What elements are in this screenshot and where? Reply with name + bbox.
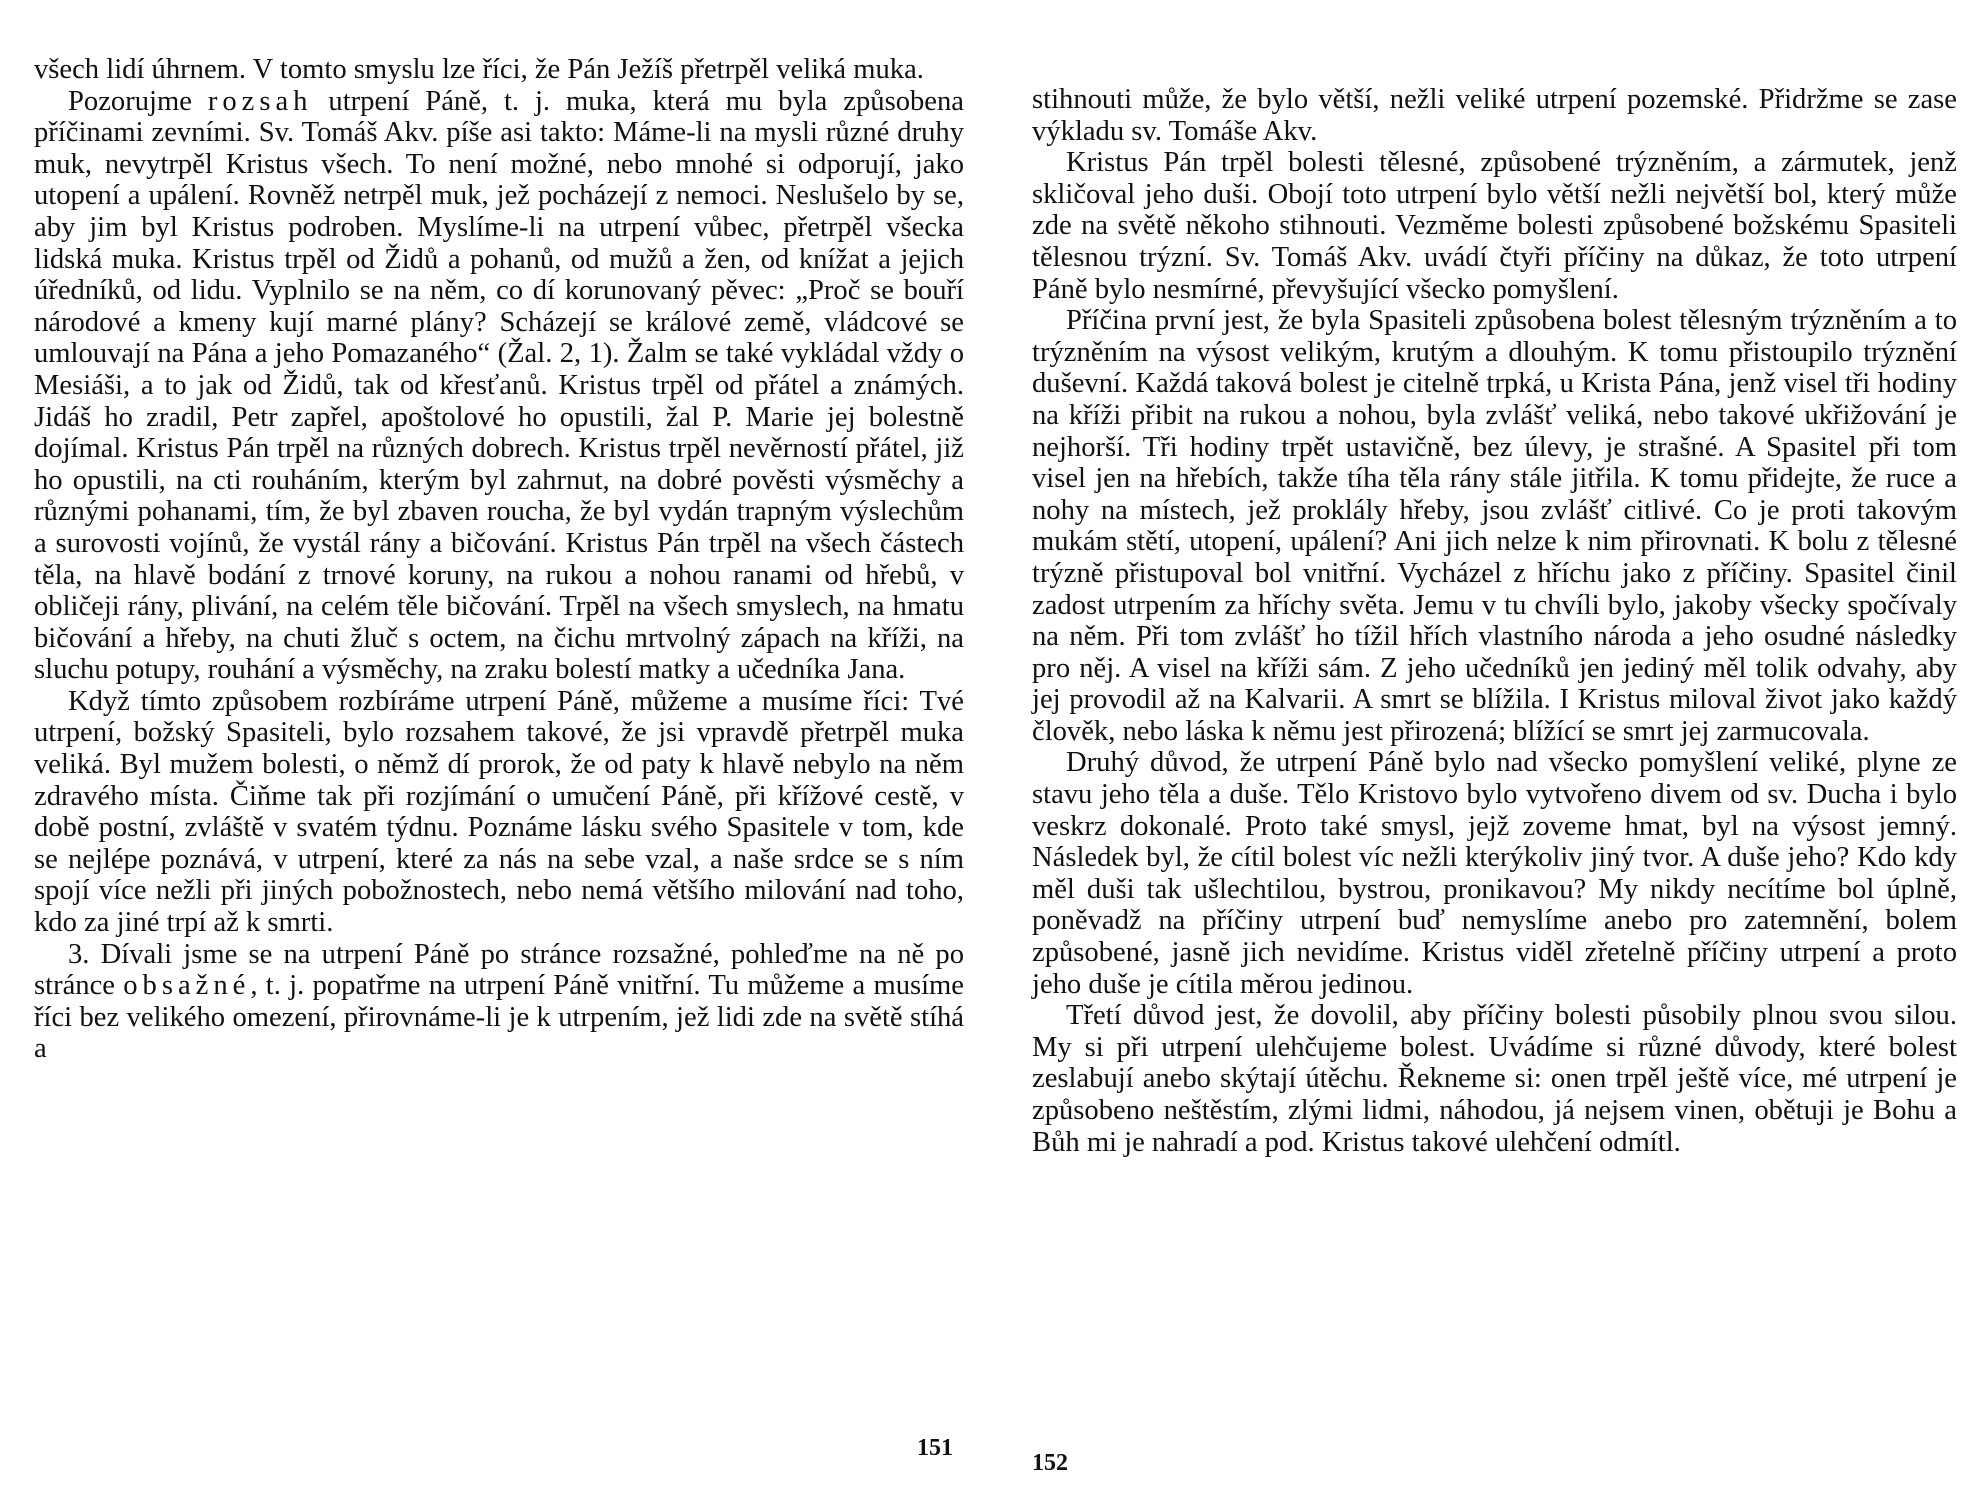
left-page-text xyxy=(34,54,964,1065)
left-paragraph-2-body: utrpení Páně, t. j. muka, která mu byla způsobena příčinami zevními. Sv. Tomáš Akv. píše asi takto: Máme-li na mysli různé druhy muk, nevytrpěl Kristus všech. To není možné, nebo mnohé si odporují, jako utopení a upálení. Rovněž netrpěl muk, jež pocházejí z nemoci. Neslušelo by se, aby jim byl Kristus podroben. Myslíme-li na utrpení vůbec, přetrpěl všecka lidská muka. Kristus trpěl od Židů a pohanů, od mužů a žen, od knížat a jejich úředníků, od lidu. Vyplnilo se na něm, co dí korunovaný pěvec: „Proč se bouří národové a kmeny kují marné plány? Scházejí se králové země, vládcové se umlouvají na Pána a jeho Pomazaného“ (Žal. 2, 1). Žalm se také vykládal vždy o Mesiáši, a to jak od Židů, tak od křesťanů. Kristus trpěl od přátel a známých. Jidáš ho zradil, Petr zapřel, apoštolové ho opustili, žal P. Marie jej bolestně dojímal. Kristus Pán trpěl na různých dobrech. Kristus trpěl nevěrností přátel, již ho opustili, na cti rouháním, kterým byl zahrnut, na dobré pověsti výsměchy a různými pohanami, tím, že byl zbaven roucha, že byl vydán trapným výslechům a surovosti vojínů, že vystál rány a bičování. Kristus Pán trpěl na všech částech těla, na hlavě bodání z trnové koruny, na rukou a nohou ranami od hřebů, v obličeji rány, plivání, na celém těle bičování. Trpěl na všech smyslech, na hmatu bičování a hřeby, na chuti žluč s octem, na čichu mrtvolný zápach na kříži, na sluchu potupy, rouhání a výsměchy, na zraku bolestí matky a učedníka Jana. xyxy=(34,85,964,686)
page-number-left: 151 xyxy=(917,1435,953,1461)
left-page xyxy=(34,54,964,1065)
right-paragraph-1: stihnouti může, že bylo větší, nežli veliké utrpení pozemské. Přidržme se zase výkladu sv. Tomáše Akv. xyxy=(1032,84,1957,147)
page-number-right: 152 xyxy=(1032,1450,1068,1476)
spaced-word-obsazne: obsažné xyxy=(123,970,251,1002)
right-paragraph-2: Kristus Pán trpěl bolesti tělesné, způsobené trýzněním, a zármutek, jenž skličoval jeho duši. Obojí toto utrpení bylo větší nežli největší bol, který může zde na světě někoho stihnouti. Vezměme bolesti způsobené božskému Spasiteli tělesnou trýzní. Sv. Tomáš Akv. uvádí čtyři příčiny na důkaz, že toto utrpení Páně bylo nesmírné, převyšující všecko pomyšlení. xyxy=(1032,147,1957,305)
left-paragraph-1: všech lidí úhrnem. V tomto smyslu lze říci, že Pán Ježíš přetrpěl veliká muka. xyxy=(34,54,924,85)
right-page xyxy=(1032,84,1957,1158)
left-paragraph-4-end: , t. j. popatřme na utrpení Páně vnitřní. Tu můžeme a musíme říci bez velikého omezení, přirovnáme-li je k utrpením, jež lidi zde na světě stíhá a xyxy=(34,970,964,1065)
right-paragraph-5: Třetí důvod jest, že dovolil, aby příčiny bolesti působily plnou svou silou. My si při utrpení ulehčujeme bolest. Uvádíme si různé důvody, které bolest zeslabují anebo skýtají útěchu. Řekneme si: onen trpěl ještě více, mé utrpení je způsobeno neštěstím, zlými lidmi, náhodou, já nejsem vinen, obětuji je Bohu a Bůh mi je nahradí a pod. Kristus takové ulehčení odmítl. xyxy=(1032,1000,1957,1158)
right-paragraph-4: Druhý důvod, že utrpení Páně bylo nad všecko pomyšlení veliké, plyne ze stavu jeho těla a duše. Tělo Kristovo bylo vytvořeno divem od sv. Ducha i bylo veskrz dokonalé. Proto také smysl, jejž zoveme hmat, byl na výsost jemný. Následek byl, že cítil bolest víc nežli kterýkoliv jiný tvor. A duše jeho? Kdo kdy měl duši tak ušlechtilou, bystrou, pronikavou? My nikdy necítíme bol úplně, poněvadž na příčiny utrpení buď nemyslíme anebo pro zatemnění, bolem způsobené, jasně jich nevidíme. Kristus viděl zřetelně příčiny utrpení a proto jeho duše je cítila měrou jedinou. xyxy=(1032,747,1957,1000)
left-paragraph-2 xyxy=(34,86,964,686)
left-paragraph-3: Když tímto způsobem rozbíráme utrpení Páně, můžeme a musíme říci: Tvé utrpení, božský Spasiteli, bylo rozsahem takové, že jsi vpravdě přetrpěl muka veliká. Byl mužem bolesti, o němž dí prorok, že od paty k hlavě nebylo na něm zdravého místa. Čiňme tak při rozjímání o umučení Páně, při křížové cestě, v době postní, zvláště v svatém týdnu. Poznáme lásku svého Spasitele v tom, kde se nejlépe poznává, v utrpení, které za nás na sebe vzal, a naše srdce se s ním spojí více nežli při jiných pobožnostech, nebo nemá většího milování nad toho, kdo za jiné trpí až k smrti. xyxy=(34,685,964,939)
left-paragraph-2-prefix: Pozorujme xyxy=(68,85,208,117)
right-paragraph-3: Příčina první jest, že byla Spasiteli způsobena bolest tělesným trýzněním a to trýzněním na výsost velikým, krutým a dlouhým. K tomu přistoupilo trýznění duševní. Každá taková bolest je citelně trpká, u Krista Pána, jenž visel tři hodiny na kříži přibit na rukou a nohou, byla zvlášť veliká, nebo takové ukřižování je nejhorší. Tři hodiny trpět ustavičně, bez úlevy, je strašné. A Spasitel při tom visel jen na hřebích, takže tíha těla rány stále jitřila. K tomu přidejte, že ruce a nohy na místech, jež proklály hřeby, jsou zvlášť citlivé. Co je proti takovým mukám stětí, utopení, upálení? Ani jich nelze k nim přirovnati. K bolu z tělesné trýzně přistupoval bol vnitřní. Vycházel z hříchu jako z příčiny. Spasitel činil zadost utrpením za hříchy světa. Jemu v tu chvíli bylo, jakoby všecky spočívaly na něm. Při tom zvlášť ho tížil hřích vlastního národa a jeho osudné následky pro něj. A visel na kříži sám. Z jeho učedníků jen jediný měl tolik odvahy, aby jej provodil až na Kalvarii. A smrt se blížila. I Kristus miloval život jako každý člověk, nebo láska k němu jest přirozená; blížící se smrt jej zarmucovala. xyxy=(1032,305,1957,747)
spaced-word-rozsah: rozsah xyxy=(207,85,313,117)
left-paragraph-4 xyxy=(34,939,964,1065)
right-page-text xyxy=(1032,84,1957,1158)
left-paragraph-4-start: 3. Dívali jsme se na utrpení Páně po stránce rozsažné, pohleďme na ně po stránce xyxy=(34,938,964,1002)
